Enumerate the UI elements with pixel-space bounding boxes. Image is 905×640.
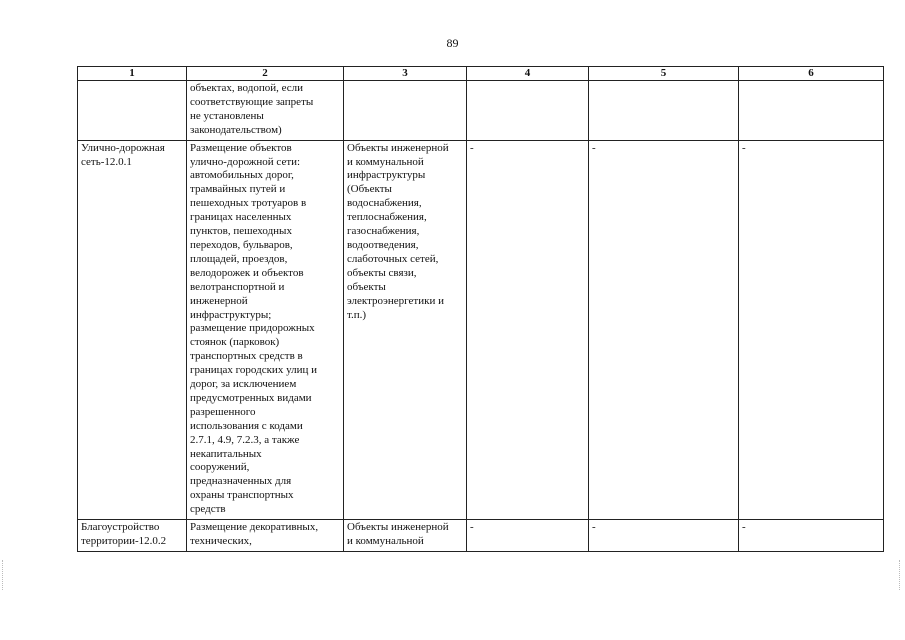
table-header-row [78,67,884,81]
cell-use-name: Благоустройство территории-12.0.2 [78,520,187,552]
cell-auxiliary-use [344,81,467,141]
cell-col-5: - [589,520,739,552]
table-row [78,140,884,519]
cell-col-4: - [467,140,589,519]
cell-col-5: - [589,140,739,519]
header-col-5: 5 [589,67,739,81]
table-row [78,81,884,141]
page-number: 89 [446,36,459,50]
cell-use-name [78,81,187,141]
header-col-1: 1 [78,67,187,81]
zoning-table [77,66,884,552]
cell-col-6: - [739,520,884,552]
header-col-6: 6 [739,67,884,81]
cell-use-description: объектах, водопой, если соответствующие запреты не установлены законодательством) [187,81,344,141]
cell-col-5 [589,81,739,141]
cell-col-6: - [739,140,884,519]
cell-auxiliary-use: Объекты инженерной и коммунальной [344,520,467,552]
cell-col-4: - [467,520,589,552]
header-col-3: 3 [344,67,467,81]
cell-col-6 [739,81,884,141]
cell-col-4 [467,81,589,141]
cell-use-description: Размещение декоративных, технических, [187,520,344,552]
header-col-2: 2 [187,67,344,81]
header-col-4: 4 [467,67,589,81]
cell-use-name: Улично-дорожная сеть-12.0.1 [78,140,187,519]
scan-margin-mark-left [2,560,5,590]
scan-margin-mark-right [899,560,902,590]
table-row [78,520,884,552]
cell-use-description: Размещение объектов улично-дорожной сети: автомобильных дорог, трамвайных путей и пешеходных тротуаров в границах населенных пунктов, пешеходных переходов, бульваров, площадей, проездов, велодорожек и объектов велотранспортной и инженерной инфраструктуры; размещение придорожных стоянок (парковок) транспортных средств в границах городских улиц и дорог, за исключением предусмотренных видами разрешенного использования с кодами 2.7.1, 4.9, 7.2.3, а также некапитальных сооружений, предназначенных для охраны транспортных средств [187,140,344,519]
cell-auxiliary-use: Объекты инженерной и коммунальной инфраструктуры (Объекты водоснабжения, теплоснабжения, газоснабжения, водоотведения, слаботочных сетей, объекты связи, объекты электроэнергетики и т.п.) [344,140,467,519]
